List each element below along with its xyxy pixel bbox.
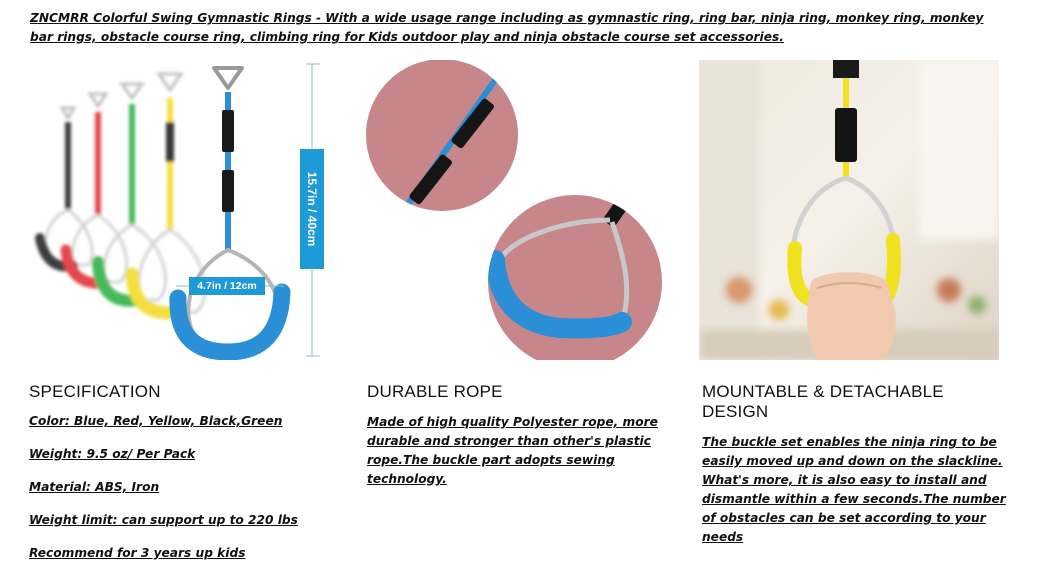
durable-rope-title: DURABLE ROPE — [367, 382, 503, 401]
hand-grip-image — [699, 60, 999, 360]
spec-item-material: Material: ABS, Iron — [29, 480, 160, 494]
spec-item-weight-limit: Weight limit: can support up to 220 lbs — [29, 513, 298, 527]
rings-lineup-image — [28, 60, 338, 360]
mountable-text: The buckle set enables the ninja ring to be easily moved up and down on the slackline. What's more, it is also easy to install and dismantle within a few seconds.The number of obstacles can be set according to your needs — [702, 435, 1006, 544]
specification-list — [29, 413, 349, 578]
spec-item-weight: Weight: 9.5 oz/ Per Pack — [29, 447, 196, 461]
mountable-title: MOUNTABLE & DETACHABLE DESIGN — [702, 382, 944, 421]
ring-height-label: 15.7in / 40cm — [300, 149, 324, 269]
rope-closeup-image — [360, 60, 670, 360]
spec-item-color: Color: Blue, Red, Yellow, Black,Green — [29, 414, 283, 428]
spec-item-age: Recommend for 3 years up kids — [29, 546, 246, 560]
product-header: ZNCMRR Colorful Swing Gymnastic Rings - With a wide usage range including as gymnastic ring, ring bar, ninja ring, monkey ring, monkey bar rings, obstacle course ring, climbing ring for Kids outdoor play and ninja obstacle course set accessories. — [30, 11, 984, 44]
specification-title: SPECIFICATION — [29, 382, 161, 401]
ring-width-label: 4.7in / 12cm — [189, 277, 265, 295]
specification-section — [29, 382, 349, 578]
durable-rope-section — [367, 382, 677, 489]
durable-rope-text: Made of high quality Polyester rope, more durable and stronger than other's plastic rope.The buckle part adopts sewing technology. — [367, 415, 658, 486]
mountable-section — [702, 382, 1012, 547]
